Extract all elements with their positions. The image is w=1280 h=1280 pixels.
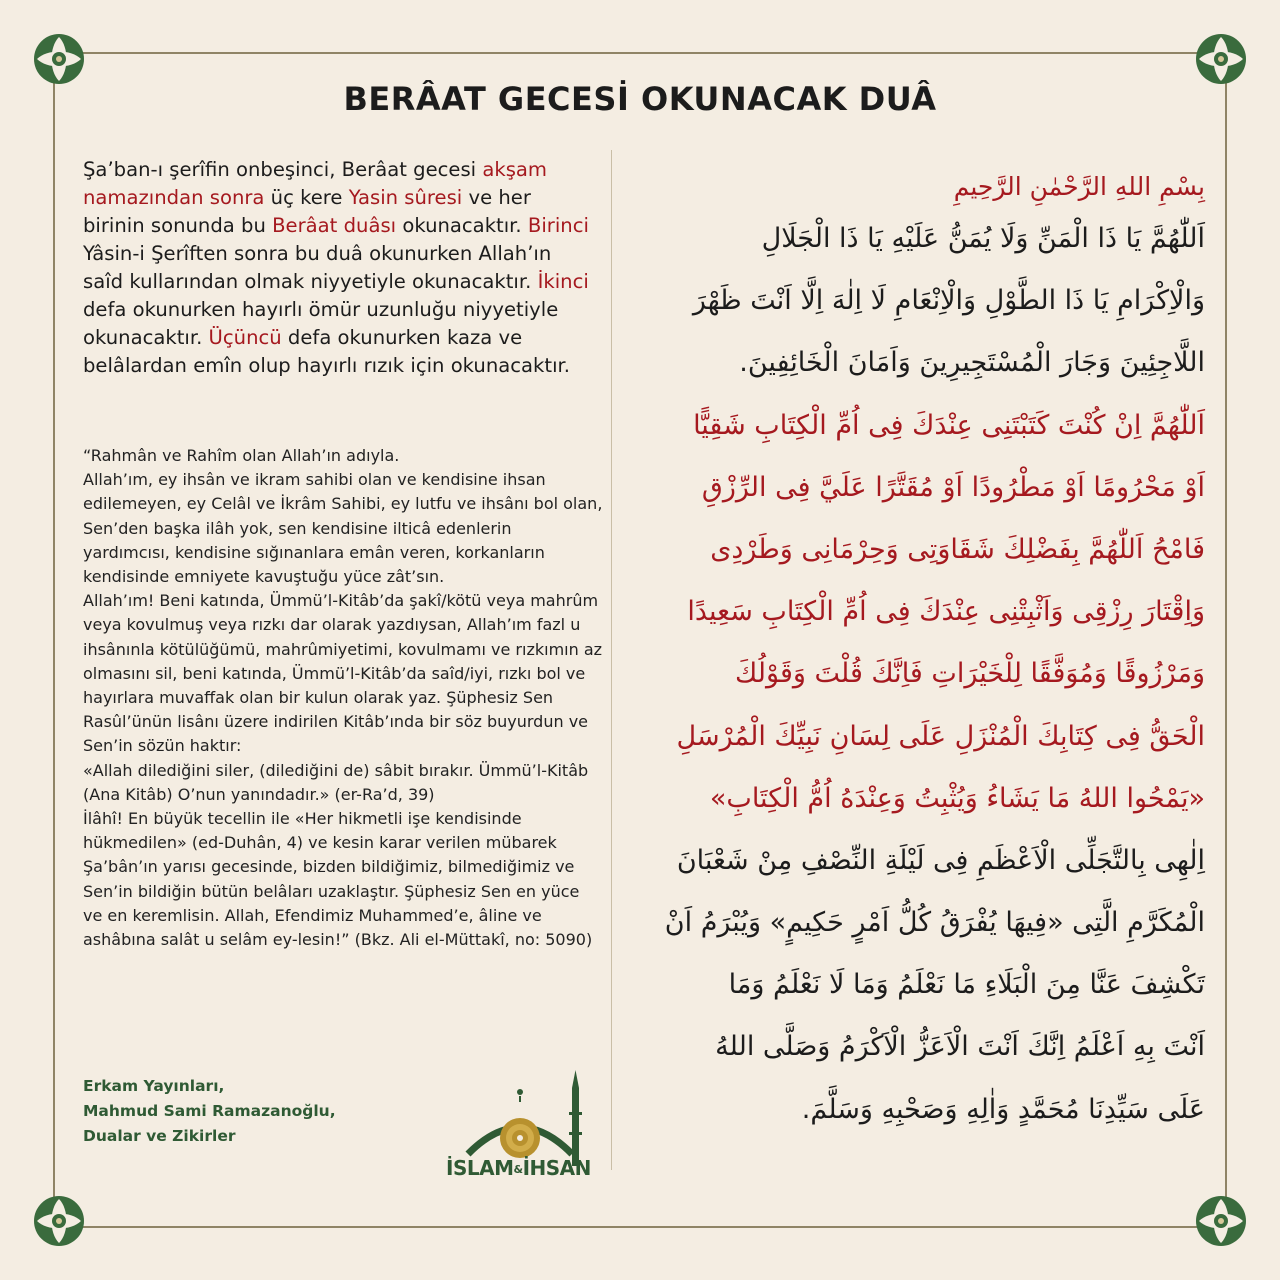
intro-paragraph — [83, 156, 593, 380]
arabic-line: الْحَقُّ فِى كِتَابِكَ الْمُنْزَلِ عَلَى لِسَانِ نَبِيِّكَ الْمُرْسَلِ — [676, 720, 1205, 752]
highlight-text: Üçüncü — [208, 326, 282, 349]
translation-paragraph: Allah’ım, ey ihsân ve ikram sahibi olan ve kendisine ihsan edilemeyen, ey Celâl ve İkrâm Sahibi, ey lutfu ve ihsânı bol olan, Sen’den başka ilâh yok, sen kendisine ilticâ edenlerin yardımcısı, kendisine sığınanlara emân veren, korkanların kendisinde emniyete kavuştuğu yüce zât’sın. — [83, 470, 603, 587]
arabic-line: اَنْتَ بِهِ اَعْلَمُ اِنَّكَ اَنْتَ الْاَعَزُّ الْاَكْرَمُ وَصَلَّى اللهُ — [715, 1031, 1205, 1063]
intro-text: Yâsin-i Şerîften sonra bu duâ okunurken Allah’ın saîd kullarından olmak niyyetiyle okunacaktır. — [83, 242, 552, 293]
intro-text: okunacaktır. — [396, 214, 528, 237]
corner-ornament-icon — [30, 1192, 88, 1250]
credit-line: Mahmud Sami Ramazanoğlu, — [83, 1102, 336, 1120]
highlight-text: Yasin sûresi — [348, 186, 463, 209]
translation-paragraph: Allah’ım! Beni katında, Ümmü’l-Kitâb’da şakî/kötü veya mahrûm veya kovulmuş veya rızkı dar olarak yazdıysan, Allah’ım fazl u ihsânınla kötülüğümü, mahrûmiyetimi, kovulmamı ve rızkımın az olmasını sil, beni katında, Ümmü’l-Kitâb’da saîd/iyi, rızkı bol ve hayırlara muvaffak olan bir kulun olarak yaz. Şüphesiz Sen Rasûl’ünün lisânı üzere indirilen Kitâb’ında bir söz buyurdun ve Sen’in sözün haktır: — [83, 591, 603, 756]
intro-text: defa okunurken kaza ve belâlardan emîn olup hayırlı rızık için okunacaktır. — [83, 326, 571, 377]
translation-paragraph: İlâhî! En büyük tecellin ile «Her hikmetli işe kendisinde hükmedilen» (ed-Duhân, 4) ve kesin karar verilen mübarek Şa’bân’ın yarısı gecesinde, bizden bildiğimiz, bilmediğimiz ve Sen’in bildiğin bütün belâları uzaklaştır. Şüphesiz Sen en yüce ve en keremlisin. Allah, Efendimiz Muhammed’e, âline ve ashâbına salât u selâm ey-lesin!” (Bkz. Ali el-Müttakî, no: 5090) — [83, 809, 593, 950]
page-title: BERÂAT GECESİ OKUNACAK DUÂ — [343, 80, 937, 118]
arabic-line: اللَّاجِئِينَ وَجَارَ الْمُسْتَجِيرِينَ وَاَمَانَ الْخَائِفِينَ. — [739, 347, 1205, 379]
arabic-line: فَامْحُ اَللّٰهُمَّ بِفَضْلِكَ شَقَاوَتِى وَحِرْمَانِى وَطَرْدِى — [710, 533, 1205, 565]
corner-ornament-icon — [1192, 1192, 1250, 1250]
intro-text: üç kere — [264, 186, 349, 209]
arabic-line: عَلَى سَيِّدِنَا مُحَمَّدٍ وَاٰلِهِ وَصَحْبِهِ وَسَلَّمَ. — [801, 1093, 1205, 1125]
logo-wordmark — [446, 1156, 596, 1180]
arabic-line: اِلٰهِى بِالتَّجَلِّى الْاَعْظَمِ فِى لَيْلَةِ النِّصْفِ مِنْ شَعْبَانَ — [676, 844, 1205, 876]
basmala-line: بِسْمِ اللهِ الرَّحْمٰنِ الرَّحِيمِ — [953, 172, 1205, 201]
arabic-prayer — [640, 158, 1205, 1141]
translation-paragraph: «Allah dilediğini siler, (dilediğini de) sâbit bırakır. Ümmü’l-Kitâb (Ana Kitâb) O’nun yanındadır.» (er-Ra’d, 39) — [83, 760, 589, 804]
arabic-line: اَللّٰهُمَّ اِنْ كُنْتَ كَتَبْتَنِى عِنْدَكَ فِى اُمِّ الْكِتَابِ شَقِيًّا — [693, 409, 1205, 441]
credit-line: Dualar ve Zikirler — [83, 1127, 236, 1145]
highlight-text: Berâat duâsı — [272, 214, 397, 237]
intro-text: defa okunurken hayırlı ömür uzunluğu niyyetiyle okunacaktır. — [83, 298, 559, 349]
arabic-line: تَكْشِفَ عَنَّا مِنَ الْبَلَاءِ مَا نَعْلَمُ وَمَا لَا نَعْلَمُ وَمَا — [728, 969, 1205, 1001]
intro-text: ve her birinin sonunda bu — [83, 186, 531, 237]
highlight-text: Birinci — [527, 214, 589, 237]
translation-paragraph: “Rahmân ve Rahîm olan Allah’ın adıyla. — [83, 446, 400, 465]
arabic-line: «يَمْحُوا اللهُ مَا يَشَاءُ وَيُثْبِتُ وَعِنْدَهُ اُمُّ الْكِتَابِ» — [709, 782, 1205, 814]
arabic-line: الْمُكَرَّمِ الَّتِى «فِيهَا يُفْرَقُ كُلُّ اَمْرٍ حَكِيمٍ» وَيُبْرَمُ اَنْ — [664, 907, 1205, 939]
highlight-text: akşam namazından sonra — [83, 158, 548, 209]
source-credits — [83, 1074, 383, 1149]
arabic-line: وَاِقْتَارَ رِزْقِى وَاَثْبِتْنِى عِنْدَكَ فِى اُمِّ الْكِتَابِ سَعِيدًا — [687, 596, 1205, 628]
arabic-line: اَللّٰهُمَّ يَا ذَا الْمَنِّ وَلَا يُمَنُّ عَلَيْهِ يَا ذَا الْجَلَالِ — [761, 223, 1205, 254]
intro-text: Şa’ban-ı şerîfin onbeşinci, Berâat gecesi — [83, 158, 483, 181]
arabic-line: اَوْ مَحْرُومًا اَوْ مَطْرُودًا اَوْ مُقَتَّرًا عَلَيَّ فِى الرِّزْقِ — [701, 471, 1205, 503]
translation-text — [83, 444, 603, 952]
logo-text-ihsan: İHSAN — [522, 1156, 591, 1180]
logo-ampersand: & — [513, 1163, 523, 1176]
credit-line: Erkam Yayınları, — [83, 1077, 225, 1095]
arabic-line: وَمَرْزُوقًا وَمُوَفَّقًا لِلْخَيْرَاتِ فَاِنَّكَ قُلْتَ وَقَوْلُكَ — [735, 658, 1205, 690]
arabic-line: وَالْاِكْرَامِ يَا ذَا الطَّوْلِ وَالْاِنْعَامِ لَا اِلٰهَ اِلَّا اَنْتَ ظَهْرَ — [692, 285, 1205, 317]
logo-text-islam: İSLAM — [446, 1156, 514, 1180]
highlight-text: İkinci — [537, 270, 589, 293]
column-divider — [611, 150, 612, 1170]
